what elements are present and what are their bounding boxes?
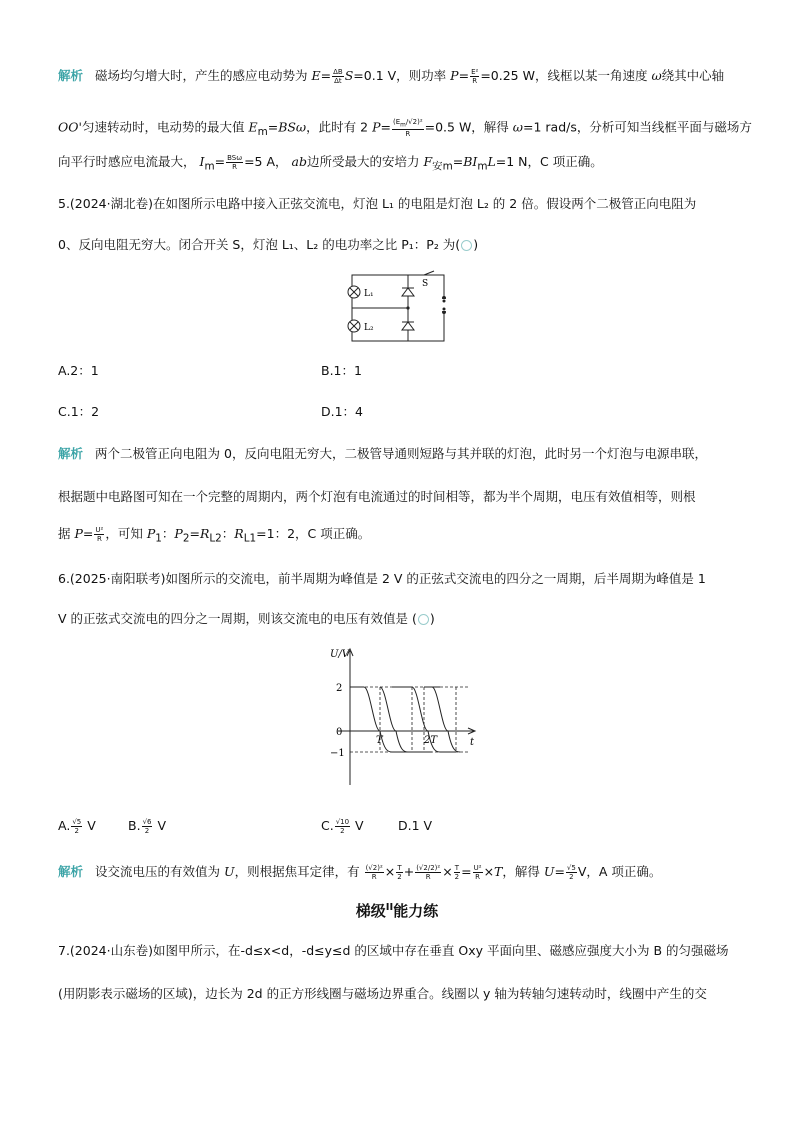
solution-4-line-3: 向平行时感应电流最大， $I_m=$ $\frac{\text{BSω}}{R}$ =5 A， ab边所受最大的安培力 $F_{安m}=BI_mL=1$ N，C 项正确。 — [58, 154, 603, 173]
lamp-l1-label: L₁ — [364, 289, 374, 299]
circuit-diagram — [340, 268, 460, 348]
solution-5-line-1: 解析 两个二极管正向电阻为 0，反向电阻无穷大，二极管导通则短路与其并联的灯泡，此时另一个灯泡与电源串联， — [58, 446, 707, 461]
question-7-line-2: (用阴影表示磁场的区域)，边长为 2d 的正方形线圈与磁场边界重合。线圈以 y 轴为转轴匀速转动时，线圈中产生的交 — [58, 986, 707, 1001]
tick-T: T — [376, 735, 383, 746]
question-6-line-1: 6.(2025·南阳联考)如图所示的交流电，前半周期为峰值是 2 V 的正弦式交流电的四分之一周期，后半周期为峰值是 1 — [58, 571, 706, 586]
question-5-line-2: 0、反向电阻无穷大。闭合开关 S，灯泡 L₁、L₂ 的电功率之比 P₁：P₂ 为( ) — [58, 237, 479, 252]
option-d[interactable]: D.1 V — [398, 818, 433, 833]
answer-circle — [418, 614, 429, 625]
lamp-l2-label: L₂ — [364, 323, 374, 333]
tick-2: 2 — [336, 683, 343, 694]
solution-tag: 解析 — [58, 864, 84, 879]
solution-4-line-1: 解析 磁场均匀增大时，产生的感应电动势为 E= $\frac{\Delta B}{\Delta t}$ S=0.1 V，则功率 P= $\frac{\text{E²}}{R}$ =0.25 W，线框以某一角速度 ω绕其中心轴 — [58, 68, 725, 85]
voltage-graph — [308, 645, 480, 795]
solution-tag: 解析 — [58, 68, 84, 83]
tick-2T: 2T — [424, 735, 438, 746]
x-axis-label: t — [470, 737, 475, 748]
section-heading: 梯级$^{II}$能力练 — [355, 902, 439, 920]
option-b[interactable]: B. $\frac{√6}{2}$ V — [128, 818, 167, 835]
question-6-line-2: V 的正弦式交流电的四分之一周期，则该交流电的电压有效值是 ( ) — [58, 611, 435, 626]
solution-5-line-2: 根据题中电路图可知在一个完整的周期内，两个灯泡有电流通过的时间相等，都为半个周期，电压有效值相等，则根 — [58, 489, 696, 504]
answer-circle — [461, 240, 472, 251]
option-c[interactable]: C. $\frac{√10}{2}$ V — [321, 818, 364, 835]
switch-label: S — [422, 279, 429, 289]
solution-6-line-1: 解析 设交流电压的有效值为 U，则根据焦耳定律，有 $\frac{\text{(√2)²}}{R}$ × $\frac{T}{2}$ + $\frac{\text{(√2/2)²}}{R}$ × $\frac{T}{2}$ = $\frac{\text{U²}}{R}$ ×T，解得 U= $\frac{√5}{2}$ V，A 项正确。 — [58, 864, 662, 881]
option-a[interactable]: A.2：1 — [58, 363, 99, 378]
option-c[interactable]: C.1：2 — [58, 404, 100, 419]
option-b[interactable]: B.1：1 — [321, 363, 362, 378]
tick-minus-1: −1 — [330, 748, 345, 759]
solution-5-line-3: 据 P= $\frac{\text{U²}}{R}$ ，可知 $P_1$：$P_2=R_{L2}$：$R_{L1}=1$：2，C 项正确。 — [58, 526, 371, 545]
solution-4-line-2: OO'匀速转动时，电动势的最大值 $E_m=BS\omega$，此时有 2 P= $\frac{(E_m/√2)^2}{R}$ =0.5 W，解得 ω=1 rad/s，分析可知当线框平面与磁场方 — [58, 118, 752, 139]
tick-0: 0 — [336, 727, 343, 738]
solution-tag: 解析 — [58, 446, 84, 461]
y-axis-label: U/V — [330, 649, 350, 660]
question-7-line-1: 7.(2024·山东卷)如图甲所示，在-d≤x<d，-d≤y≤d 的区域中存在垂直 Oxy 平面向里、磁感应强度大小为 B 的匀强磁场 — [58, 943, 729, 958]
option-a[interactable]: A. $\frac{√5}{2}$ V — [58, 818, 96, 835]
option-d[interactable]: D.1：4 — [321, 404, 364, 419]
question-5-line-1: 5.(2024·湖北卷)在如图所示电路中接入正弦交流电，灯泡 L₁ 的电阻是灯泡 L₂ 的 2 倍。假设两个二极管正向电阻为 — [58, 196, 697, 211]
